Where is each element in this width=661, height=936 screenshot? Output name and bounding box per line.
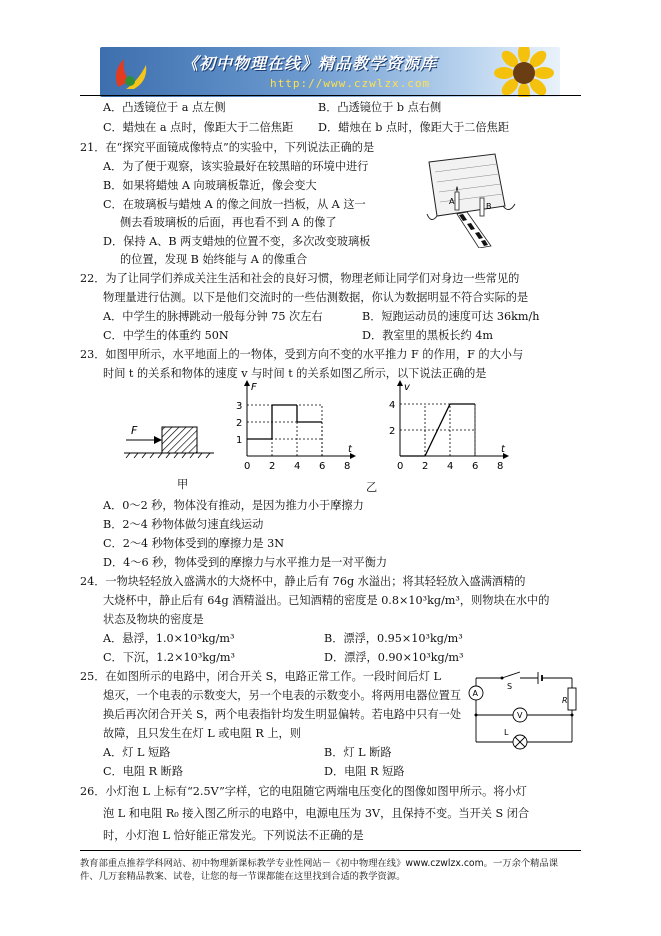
q24-stem: 24．一物块轻轻放入盛满水的大烧杯中，静止后有 76g 水溢出；将其轻轻放入盛满酒精的 [80,575,526,588]
y-tick-label: 4 [389,400,396,411]
q21-option-c-cont: 侧去看玻璃板的后面，再也看不到 A 的像了 [120,216,337,229]
header-rule [80,95,581,96]
x-tick-label: 6 [319,461,326,472]
q22-option-b: B．短跑运动员的速度可达 36km/h [362,310,540,323]
q21-stem: 21．在“探究平面镜成像特点”的实验中，下列说法正确的是 [80,141,375,154]
header-url[interactable]: http://www.czwlzx.com [270,77,431,90]
q21-option-c: C．在玻璃板与蜡烛 A 的像之间放一挡板，从 A 这一 [103,198,366,211]
x-tick-label: 2 [269,461,276,472]
x-tick-label: 4 [447,461,454,472]
force-label: F [131,424,138,437]
footer-line-2: 件、几万套精品教案、试卷，让您的每一节课都能在这里找到合适的教学资源。 [80,871,406,882]
q23-option-d: D．4～6 秒，物体受到的摩擦力与水平推力是一对平衡力 [103,556,388,569]
q26-stem-cont2: 时，小灯泡 L 恰好能正常发光。下列说法不正确的是 [103,829,364,842]
q25-option-a: A．灯 L 短路 [103,746,171,759]
footer-rule [80,850,581,851]
q22-option-a: A．中学生的脉搏跳动一般每分钟 75 次左右 [103,310,323,323]
y-axis-label: F [251,382,257,393]
q21-option-d-cont: 的位置，发现 B 始终能与 A 的像重合 [120,253,308,266]
voltmeter-label: V [517,711,523,720]
switch-label: S [507,682,513,691]
q20-option-c: C．蜡烛在 a 点时，像距大于二倍焦距 [103,121,294,134]
force-time-chart [230,380,358,472]
q24-option-d: D．漂浮，0.90×10³kg/m³ [324,651,464,664]
x-axis-label: t [501,444,505,455]
q21-option-d: D．保持 A、B 两支蜡烛的位置不变，多次改变玻璃板 [103,235,371,248]
y-tick-label: 1 [236,435,243,446]
x-tick-label: 0 [244,461,251,472]
q25-option-c: C．电阻 R 断路 [103,765,184,778]
header-title: 《初中物理在线》精品教学资源库 [182,54,438,73]
candle-b-icon [480,198,484,216]
q26-stem-cont: 泡 L 和电阻 R₀ 接入图乙所示的电路中，电源电压为 3V，且保持不变。当开关 S 闭合 [103,807,530,820]
candle-b-label: B [486,202,492,211]
q26-stem: 26．小灯泡 L 上标有“2.5V”字样，它的电阻随它两端电压变化的图像如图甲所示。将小灯 [80,785,527,798]
logo-icon [108,51,152,93]
x-tick-label: 2 [422,461,429,472]
q23-stem: 23．如图甲所示，水平地面上的一物体，受到方向不变的水平推力 F 的作用，F 的大小与 [80,348,524,361]
q23-stem-cont: 时间 t 的关系和物体的速度 v 与时间 t 的关系如图乙所示，以下说法正确的是 [103,367,487,380]
x-tick-label: 4 [294,461,301,472]
q21-option-b: B．如果将蜡烛 A 向玻璃板靠近，像会变大 [103,179,317,192]
candle-a-icon [455,192,459,210]
footer [80,857,590,883]
lamp-label: L [504,728,509,737]
figure-label-jia: 甲 [177,478,189,491]
x-axis-label: t [348,444,352,455]
y-tick-label: 3 [236,401,243,412]
x-tick-label: 8 [344,461,351,472]
velocity-time-chart [383,380,511,472]
q20-option-b: B．凸透镜位于 b 点右侧 [318,101,442,114]
circuit-diagram [462,668,584,750]
q25-stem-cont: 熄灭，一个电表的示数变大，另一个电表的示数变小。将两用电器位置互 [103,689,462,702]
q24-option-b: B．漂浮，0.95×10³kg/m³ [324,632,463,645]
y-tick-label: 2 [389,426,396,437]
q25-option-d: D．电阻 R 短路 [324,765,405,778]
force-arrow-icon [154,436,162,444]
header-banner [100,47,560,97]
q25-option-b: B．灯 L 断路 [324,746,392,759]
mirror-experiment-figure [425,152,525,248]
q25-stem: 25．在如图所示的电路中，闭合开关 S，电路正常工作。一段时间后灯 L [80,670,441,683]
q24-option-a: A．悬浮，1.0×10³kg/m³ [103,632,235,645]
q21-option-a: A．为了便于观察，该实验最好在较黑暗的环境中进行 [103,160,369,173]
q25-stem-cont3: 故障，且只发生在灯 L 或电阻 R 上，则 [103,727,301,740]
q23-option-c: C．2～4 秒物体受到的摩擦力是 3N [103,537,285,550]
q24-stem-cont: 大烧杯中，静止后有 64g 酒精溢出。已知酒精的密度是 0.8×10³kg/m³，则物块在水中的 [103,594,550,607]
x-tick-label: 8 [497,461,504,472]
q25-stem-cont2: 换后再次闭合开关 S，两个电表指针均发生明显偏转。若电路中只有一处 [103,708,462,721]
y-axis-arrow [244,380,250,386]
y-axis-arrow [397,380,403,386]
q24-stem-cont2: 状态及物块的密度是 [103,613,204,626]
x-tick-label: 6 [472,461,479,472]
ammeter-label: A [472,689,478,698]
q23-option-b: B．2～4 秒物体做匀速直线运动 [103,518,264,531]
q22-option-d: D．教室里的黑板长约 4m [362,329,493,342]
q22-stem-cont: 物理量进行估测。以下是他们交流时的一些估测数据，你认为数据明显不符合实际的是 [103,291,529,304]
q20-option-d: D．蜡烛在 b 点时，像距大于二倍焦距 [318,121,510,134]
figure-label-yi: 乙 [366,481,378,494]
footer-line-1: 教育部重点推荐学科网站、初中物理新课标教学专业性网站－《初中物理在线》www.czwlzx.com。一万余个精品课 [80,858,559,869]
y-tick-label: 2 [236,418,243,429]
resistor-label: R [562,696,568,705]
q22-stem: 22．为了让同学们养成关注生活和社会的良好习惯，物理老师让同学们对身边一些常见的 [80,272,520,285]
y-axis-label: v [404,382,410,393]
q24-option-c: C．下沉，1.2×10³kg/m³ [103,651,235,664]
q23-option-a: A．0～2 秒，物体没有推动，是因为推力小于摩擦力 [103,499,364,512]
ruler-strip [457,212,491,248]
candle-a-label: A [449,197,455,206]
sunflower-icon [494,47,554,97]
block-push-figure [124,418,214,460]
block-icon [162,427,197,453]
q22-option-c: C．中学生的体重约 50N [103,329,229,342]
q20-option-a: A．凸透镜位于 a 点左侧 [103,101,226,114]
x-tick-label: 0 [397,461,404,472]
